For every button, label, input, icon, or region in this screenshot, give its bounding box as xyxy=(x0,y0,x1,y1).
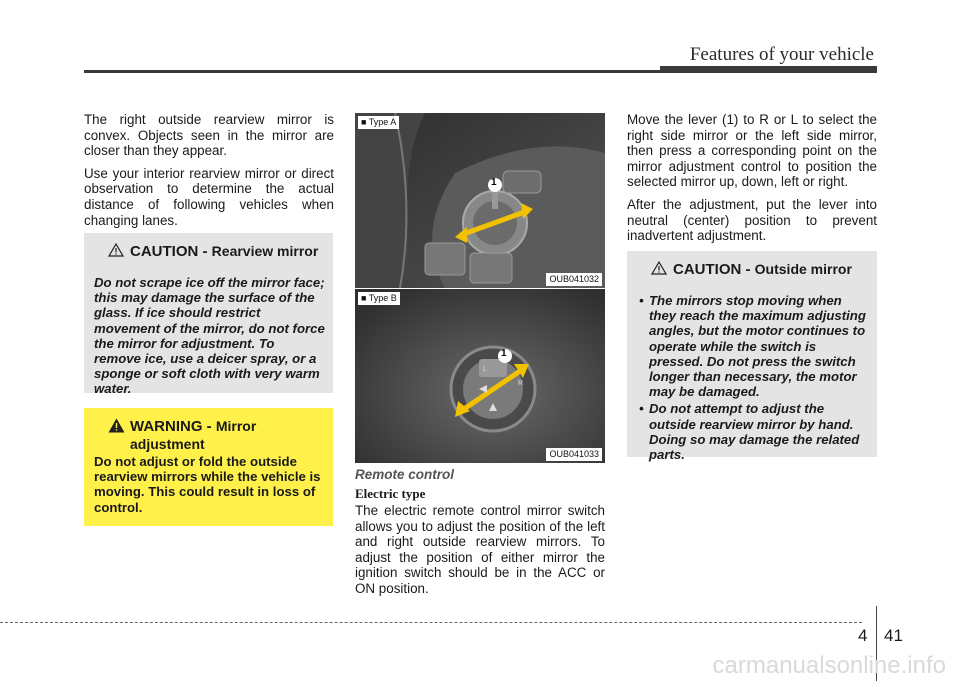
caution-outside-item-2: • Do not attempt to adjust the outside rearview mirror by hand. Doing so may damage the related parts. xyxy=(649,401,869,462)
caution-outside-subject: Outside mirror xyxy=(754,261,852,277)
left-column xyxy=(84,112,334,235)
middle-paragraph-1: The electric remote control mirror switch allows you to adjust the position of the left and right outside rearview mirrors. To adjust the position of either mirror the ignition switch should be in the ACC or ON position. xyxy=(355,503,605,596)
figure-type-a xyxy=(355,113,605,288)
watermark-text: carmanualsonline.info xyxy=(712,652,946,679)
warning-subject: Mirror adjustment xyxy=(130,418,257,452)
figure-type-b-code: OUB041033 xyxy=(546,448,602,461)
left-paragraph-2: Use your interior rearview mirror or direct observation to determine the actual distance of following vehicles when changing lanes. xyxy=(84,165,334,228)
footer-dashed-rule xyxy=(0,622,862,623)
middle-column-text xyxy=(355,503,605,604)
figure-type-b xyxy=(355,289,605,463)
warning-keyword: WARNING - xyxy=(130,418,216,435)
left-paragraph-1: The right outside rearview mirror is convex. Objects seen in the mirror are closer than they appear. xyxy=(84,112,334,159)
figure-type-a-code: OUB041032 xyxy=(546,273,602,286)
subheading-electric-type: Electric type xyxy=(355,486,426,501)
caution-triangle-icon xyxy=(108,243,124,257)
caution-body: Do not scrape ice off the mirror face; this may damage the surface of the glass. If ice should restrict movement of the mirror, do not force the mirror for adjustment. To remove ice, use a deicer spray, or a sponge or soft cloth with very warm water. xyxy=(94,275,325,397)
caution-outside-list xyxy=(637,293,869,462)
warning-box-mirror-adjustment xyxy=(84,408,333,526)
caution-subject: Rearview mirror xyxy=(211,243,319,259)
caution-box-outside-mirror xyxy=(627,251,877,463)
footer-chapter-number: 4 xyxy=(858,626,868,645)
caution-box-header xyxy=(94,243,325,275)
header-rule-accent xyxy=(660,66,877,71)
caution-outside-keyword: CAUTION - xyxy=(673,261,755,278)
caution-outside-item-1: • The mirrors stop moving when they reach the maximum adjusting angles, but the motor continues to operate while the switch is pressed. Do not press the switch longer than necessary, the motor may be damaged. xyxy=(649,293,869,399)
subheading-remote-control: Remote control xyxy=(355,467,455,482)
figure-type-b-tag: ■ Type B xyxy=(358,292,400,305)
warning-box-header xyxy=(94,418,325,454)
footer-page-number: 41 xyxy=(884,626,903,645)
warning-body: Do not adjust or fold the outside rearview mirrors while the vehicle is moving. This could result in loss of control. xyxy=(94,454,321,515)
figure-type-a-callout: 1 xyxy=(491,177,497,188)
right-paragraph-1: Move the lever (1) to R or L to select the right side mirror or the left side mirror, then press a corresponding point on the mirror adjustment control to position the selected mirror up, down, left or right. xyxy=(627,112,877,190)
page-header-title: Features of your vehicle xyxy=(689,44,874,65)
figure-type-b-callout: 1 xyxy=(501,348,507,359)
right-column xyxy=(627,112,877,251)
svg-text:L: L xyxy=(483,366,487,373)
figure-type-a-tag: ■ Type A xyxy=(358,116,399,129)
caution-triangle-icon xyxy=(651,261,667,275)
warning-triangle-icon xyxy=(108,418,125,433)
caution-box-outside-header xyxy=(637,261,869,293)
mirror-switch-type-a-illustration xyxy=(355,113,605,288)
svg-text:R: R xyxy=(518,380,524,387)
caution-box-rearview xyxy=(84,233,333,397)
right-paragraph-2: After the adjustment, put the lever into neutral (center) position to prevent inadvertent adjustment. xyxy=(627,196,877,244)
mirror-switch-type-b-illustration xyxy=(355,289,605,463)
caution-keyword: CAUTION - xyxy=(130,243,212,260)
